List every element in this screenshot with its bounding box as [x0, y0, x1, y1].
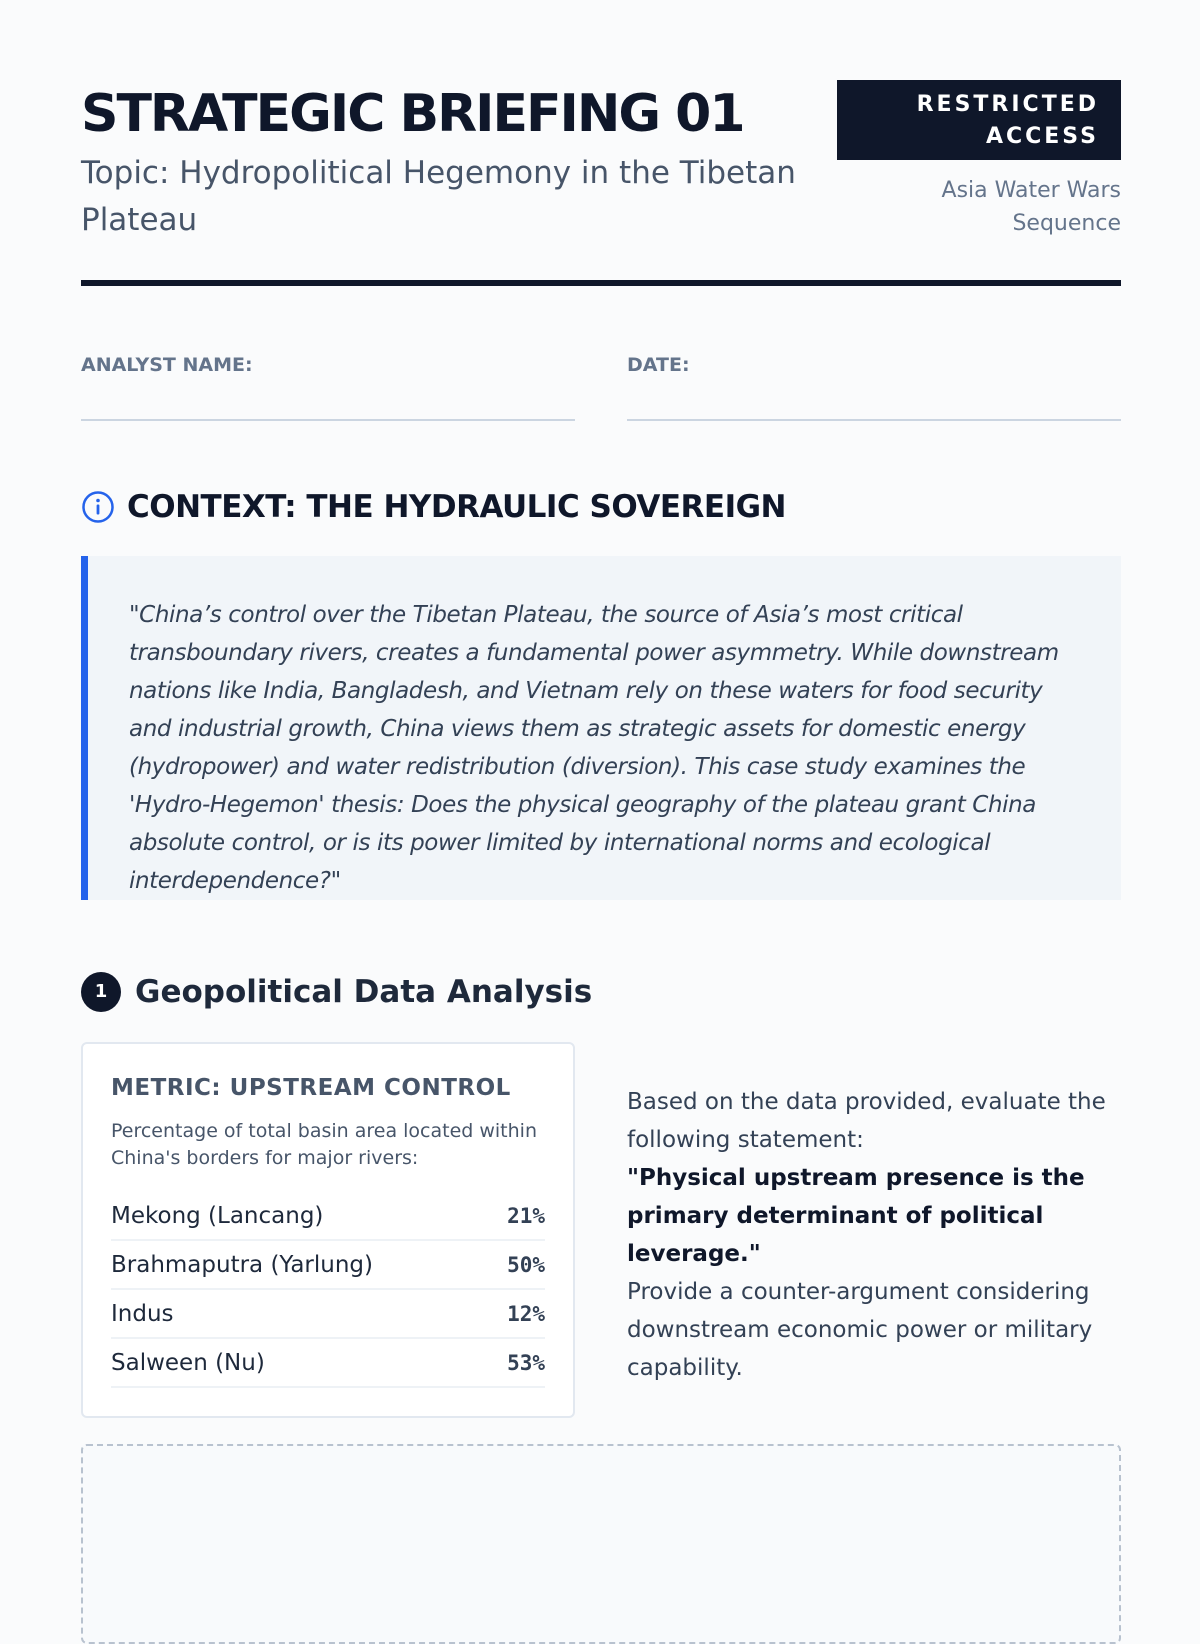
river-name: Brahmaputra (Yarlung) [111, 1240, 490, 1289]
table-row [111, 1240, 545, 1289]
table-row [111, 1338, 545, 1387]
date-label: DATE: [627, 354, 690, 376]
analyst-name-input-line[interactable] [81, 419, 575, 421]
context-title: CONTEXT: THE HYDRAULIC SOVEREIGN [127, 489, 786, 525]
prompt-statement: "Physical upstream presence is the primary determinant of political leverage." [627, 1165, 1085, 1267]
river-percentage: 53% [490, 1338, 545, 1387]
section-number-badge: 1 [81, 972, 121, 1012]
metric-title: METRIC: UPSTREAM CONTROL [111, 1075, 511, 1101]
analyst-name-label: ANALYST NAME: [81, 354, 253, 376]
river-percentage: 50% [490, 1240, 545, 1289]
header [81, 80, 1121, 280]
metric-description: Percentage of total basin area located within China's borders for major rivers: [111, 1120, 537, 1169]
context-heading [81, 486, 1121, 526]
page-subtitle: Topic: Hydropolitical Hegemony in the Tibetan Plateau [81, 155, 796, 238]
metric-table [111, 1192, 545, 1388]
header-divider [81, 280, 1121, 286]
restricted-access-badge: RESTRICTED ACCESS [837, 80, 1121, 160]
river-name: Indus [111, 1289, 490, 1338]
date-field[interactable] [627, 353, 1121, 421]
table-row [111, 1192, 545, 1240]
date-input-line[interactable] [627, 419, 1121, 421]
page-title: STRATEGIC BRIEFING 01 [81, 84, 744, 144]
prompt-intro: Based on the data provided, evaluate the following statement: [627, 1089, 1106, 1153]
section-1-heading [81, 970, 881, 1012]
prompt-instruction: Provide a counter-argument considering downstream economic power or military capability. [627, 1279, 1093, 1381]
sequence-label: Asia Water Wars Sequence [941, 178, 1121, 236]
river-percentage: 21% [490, 1192, 545, 1240]
answer-area[interactable] [81, 1444, 1121, 1644]
analyst-name-field[interactable] [81, 353, 575, 421]
river-name: Salween (Nu) [111, 1338, 490, 1387]
section-1-title: Geopolitical Data Analysis [135, 974, 593, 1010]
river-percentage: 12% [490, 1289, 545, 1338]
river-name: Mekong (Lancang) [111, 1192, 490, 1240]
table-row [111, 1289, 545, 1338]
context-quote: "China’s control over the Tibetan Plateau, the source of Asia’s most critical transboundary rivers, creates a fundamental power asymmetry. While downstream nations like India, Bangladesh, and Vietnam rely on these waters for food security and industrial growth, China views them as strategic assets for domestic energy (hydropower) and water redistribution (diversion). This case study examines the 'Hydro-Hegemon' thesis: Does the physical geography of the plateau grant China absolute control, or is its power limited by international norms and ecological interdependence?" [129, 602, 1059, 894]
analysis-prompt [627, 1083, 1121, 1387]
context-quote-box [81, 556, 1121, 900]
info-icon [81, 490, 115, 524]
metric-card [81, 1042, 575, 1418]
